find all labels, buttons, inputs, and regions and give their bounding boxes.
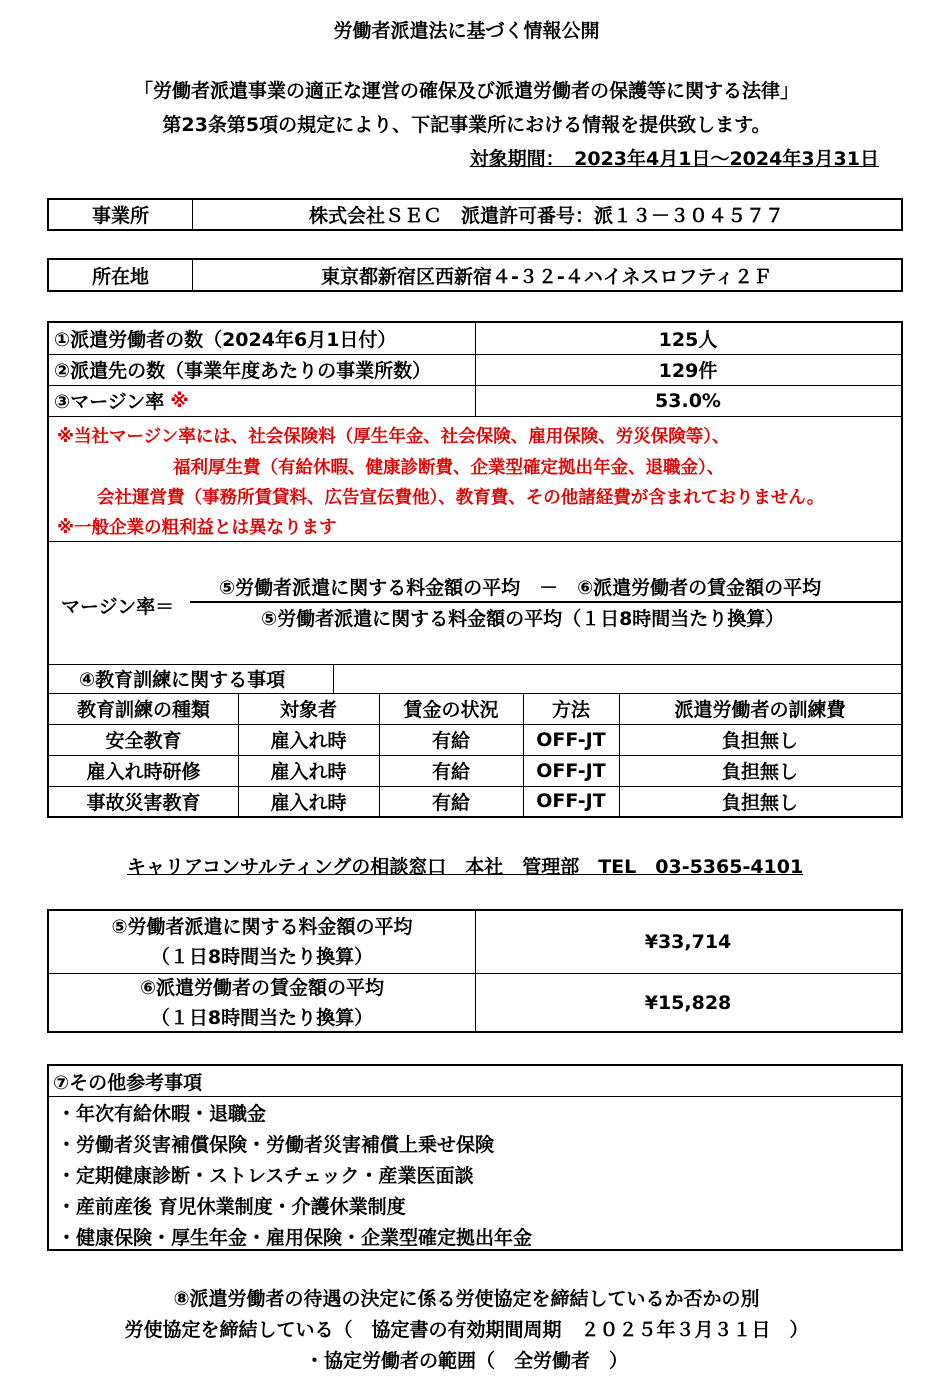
training-cell: 有給 [431,761,470,783]
address-label: 所在地 [91,265,149,288]
averages-table [47,909,903,1033]
training-header: 教育訓練の種類 [76,699,210,721]
training-header: 対象者 [279,699,337,721]
average-fee-value: ¥33,714 [644,931,732,953]
average-wage-value: ¥15,828 [644,992,732,1014]
average-wage-label-1: ⑥派遣労働者の賃金額の平均 [139,977,385,999]
training-title-cell [49,664,334,693]
training-cell: 負担無し [721,761,798,783]
training-cell: 負担無し [721,791,798,814]
other-title: ⑦その他参考事項 [53,1071,203,1094]
training-header: 賃金の状況 [403,699,499,721]
office-row [47,198,903,231]
stat-margin-mark: ※ [170,389,189,412]
stat-margin-label-text: ③マージン率 [54,391,165,413]
training-cell: OFF-JT [536,790,606,812]
other-item: ・労働者災害補償保険・労働者災害補償上乗せ保険 [57,1134,495,1156]
agreement-line-3: ・協定労働者の範囲（ 全労働者 ） [304,1350,628,1372]
career-consulting-contact: キャリアコンサルティングの相談窓口 本社 管理部 TEL 03-5365-4101 [127,856,804,878]
margin-note-4: ※一般企業の粗利益とは異なります [57,518,337,538]
training-cell: 雇入れ時 [270,791,347,814]
agreement-line-2: 労使協定を締結している（ 協定書の有効期間周期 ２０２５年３月３１日 ） [124,1319,809,1341]
average-fee-label [49,911,475,973]
other-list [57,1099,532,1254]
margin-note-2: 福利厚生費（有給休暇、健康診断費、企業型確定拠出年金、退職金）、 [173,458,725,478]
training-cell: 事故災害教育 [86,791,201,814]
info-table [47,321,903,818]
stat-workers-value: 125人 [658,329,718,351]
intro-line-1: 「労働者派遣事業の適正な運営の確保及び派遣労働者の保護等に関する法律」 [133,80,799,102]
stat-clients-value: 129件 [658,360,718,382]
margin-note-1: ※当社マージン率には、社会保険料（厚生年金、社会保険、雇用保険、労災保険等）、 [57,427,730,447]
average-wage-label-2: （１日8時間当たり換算） [150,1007,374,1029]
page-title: 労働者派遣法に基づく情報公開 [333,20,600,42]
training-cell: 雇入れ時 [270,761,347,783]
address-row [47,258,903,292]
formula-fraction-bar [190,601,901,603]
office-value: 株式会社ＳＥＣ 派遣許可番号：派１３－３０４５７７ [308,205,784,227]
training-cell: 安全教育 [105,730,182,752]
training-cell: 雇入れ時 [270,730,347,752]
formula-lhs: マージン率＝ [61,596,175,618]
stat-margin-label [54,385,189,416]
address-value: 東京都新宿区西新宿４-３２-４ハイネスロフティ２Ｆ [320,265,773,288]
agreement-line-1: ⑧派遣労働者の待遇の決定に係る労使協定を締結しているか否かの別 [173,1288,760,1310]
intro-line-2: 第23条第5項の規定により、下記事業所における情報を提供致します。 [162,114,771,136]
training-cell: OFF-JT [536,728,606,751]
stat-margin-value: 53.0% [655,389,721,412]
training-header: 派遣労働者の訓練費 [674,699,846,721]
margin-note-3: 会社運営費（事務所賃貸料、広告宣伝費他）、教育費、その他諸経費が含まれておりません。 [97,488,825,508]
stat-workers-label: ①派遣労働者の数（2024年6月1日付） [54,329,397,351]
other-references [47,1064,903,1251]
target-period: 対象期間： 2023年4月1日～2024年3月31日 [469,148,879,170]
training-cell: 有給 [431,791,470,814]
formula-denominator: ⑤労働者派遣に関する料金額の平均（１日8時間当たり換算） [261,608,785,630]
training-cell: OFF-JT [536,759,606,782]
other-item: ・年次有給休暇・退職金 [57,1103,267,1125]
other-item: ・健康保険・厚生年金・雇用保険・企業型確定拠出年金 [57,1227,533,1249]
training-title: ④教育訓練に関する事項 [79,669,286,691]
stat-clients-label: ②派遣先の数（事業年度あたりの事業所数） [54,360,432,382]
training-cell: 雇入れ時研修 [86,761,201,783]
average-fee-label-1: ⑤労働者派遣に関する料金額の平均 [111,916,413,938]
training-cell: 負担無し [721,730,798,752]
formula-numerator: ⑤労働者派遣に関する料金額の平均 － ⑥派遣労働者の賃金額の平均 [219,577,822,599]
average-wage-label [49,973,475,1033]
office-label: 事業所 [91,205,149,227]
other-item: ・産前産後 育児休業制度・介護休業制度 [57,1196,406,1218]
other-item: ・定期健康診断・ストレスチェック・産業医面談 [57,1165,474,1187]
training-header: 方法 [551,699,590,721]
average-fee-label-2: （１日8時間当たり換算） [150,946,374,968]
training-cell: 有給 [431,730,470,752]
